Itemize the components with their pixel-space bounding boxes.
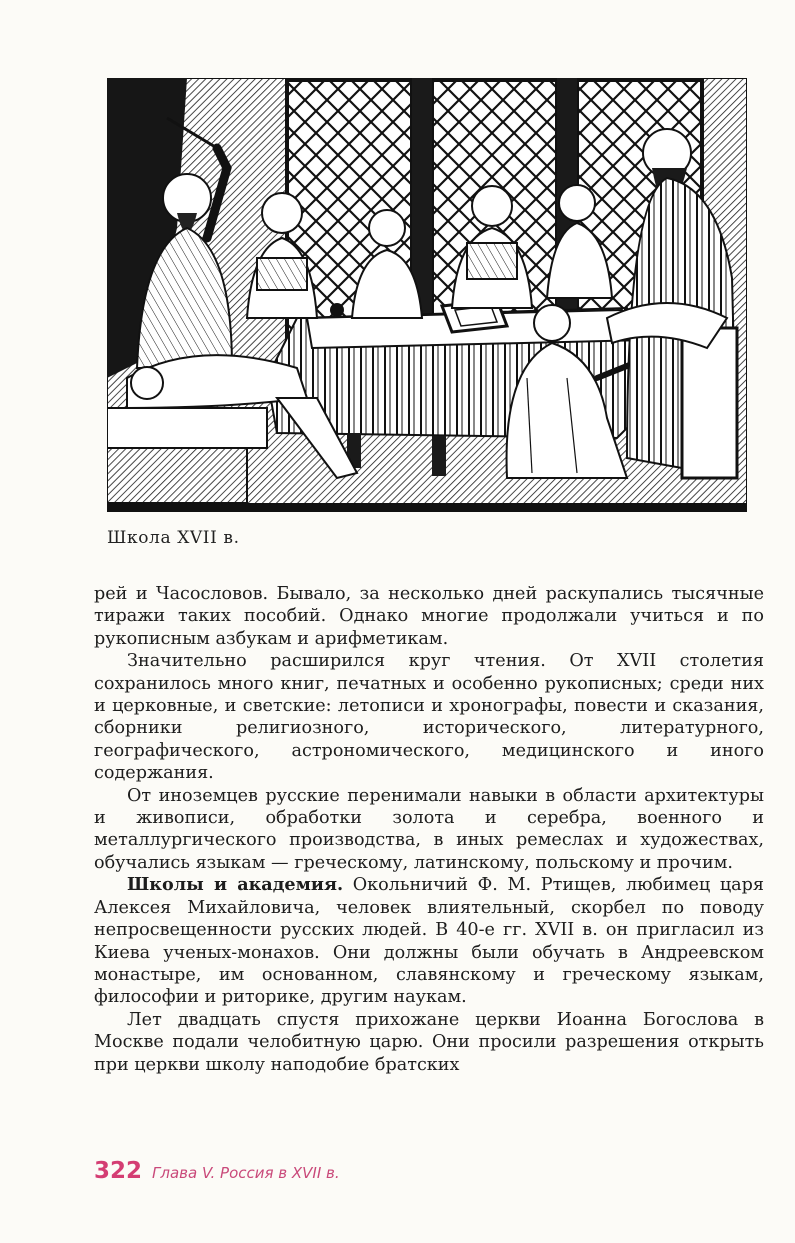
paragraph: Значительно расширился круг чтения. От XVII столетия сохранилось много книг, печатных и особенно рукописных; среди них и церковные, и светские: летописи и хронографы, повести и сказания, сборники религиозного, исторического, литературного, географического, астрономического, медицинского и иного содержания.	[94, 651, 764, 784]
main-text	[94, 583, 764, 1076]
paragraph: Лет двадцать спустя прихожане церкви Иоанна Богослова в Москве подали челобитную царю. Они просили разрешения открыть при церкви школу наподобие братских	[94, 1009, 764, 1075]
figure-caption: Школа XVII в.	[107, 528, 240, 548]
paragraph: рей и Часословов. Бывало, за несколько дней раскупались тысячные тиражи таких пособий. Однако многие продолжали учиться и по рукописным азбукам и арифметикам.	[94, 584, 764, 649]
page-footer	[94, 1158, 340, 1184]
school-engraving-illustration	[107, 78, 747, 512]
paragraph-schools	[94, 874, 764, 1008]
section-heading: Школы и академия.	[127, 874, 344, 896]
page-number: 322	[94, 1158, 143, 1184]
paragraph-text: Окольничий Ф. М. Ртищев, любимец царя Алексея Михайловича, человек влиятельный, скорбел по поводу непросвещенности русских людей. В 40-е гг. XVII в. он пригласил из Киева ученых-монахов. Они должны были обучать в Андреевском монастыре, им основанном, славянскому и греческому языкам, философии и риторике, другим наукам.	[94, 875, 764, 1008]
running-head: Глава V. Россия в XVII в.	[152, 1164, 340, 1182]
paragraph: От иноземцев русские перенимали навыки в области архитектуры и живописи, обработки золота и серебра, военного и металлургического производства, в иных ремеслах и художествах, обучались языкам — греческому, латинскому, польскому и прочим.	[94, 785, 764, 873]
